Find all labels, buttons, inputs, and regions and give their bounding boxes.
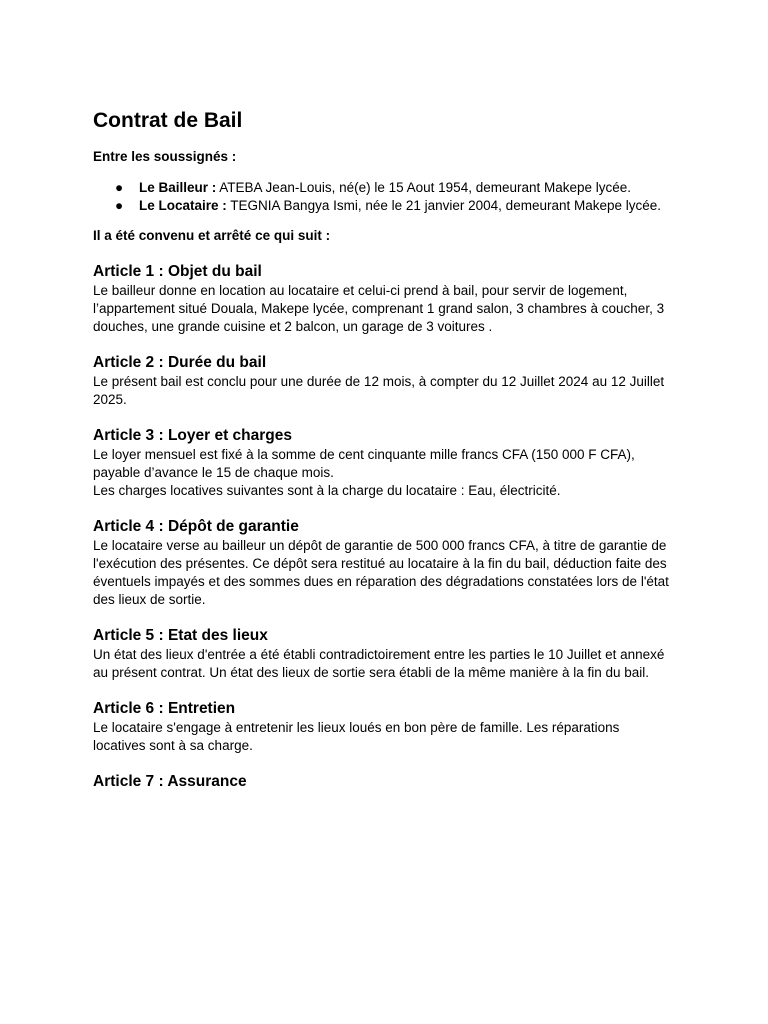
article-7 [93,772,675,792]
article-heading: Article 3 : Loyer et charges [93,427,292,444]
article-paragraph: Le présent bail est conclu pour une durée de 12 mois, à compter du 12 Juillet 2024 au 12 Juillet 2025. [93,374,665,407]
article-6 [93,699,675,755]
article-3 [93,426,675,500]
article-heading: Article 4 : Dépôt de garantie [93,518,299,535]
article-paragraph: Le loyer mensuel est fixé à la somme de cent cinquante mille francs CFA (150 000 F CFA), payable d’avance le 15 de chaque mois. [93,447,635,480]
party-tenant [93,197,675,215]
party-role: Le Bailleur : [139,180,217,195]
article-paragraph: Le bailleur donne en location au locataire et celui-ci prend à bail, pour servir de logement, l’appartement situé Douala, Makepe lycée, comprenant 1 grand salon, 3 chambres à coucher, 3 douches, une grande cuisine et 2 balcon, un garage de 3 voitures . [93,283,665,334]
article-heading: Article 5 : Etat des lieux [93,627,268,644]
parties-list [93,179,675,215]
contract-page [93,108,675,792]
party-details: ATEBA Jean-Louis, né(e) le 15 Aout 1954, demeurant Makepe lycée. [216,180,632,195]
document-title: Contrat de Bail [93,109,243,132]
bullet-icon: ● [115,198,124,213]
intro-text: Entre les soussignés : [93,149,237,164]
party-role: Le Locataire : [139,198,227,213]
article-heading: Article 2 : Durée du bail [93,354,267,371]
party-details: TEGNIA Bangya Ismi, née le 21 janvier 2004, demeurant Makepe lycée. [226,198,662,213]
article-5 [93,626,675,682]
article-paragraph: Les charges locatives suivantes sont à la charge du locataire : Eau, électricité. [93,483,561,498]
bullet-icon: ● [115,180,124,195]
article-heading: Article 7 : Assurance [93,773,247,790]
party-landlord [93,179,675,197]
article-heading: Article 6 : Entretien [93,700,236,717]
article-paragraph: Le locataire s'engage à entretenir les lieux loués en bon père de famille. Les réparations locatives sont à sa charge. [93,720,620,753]
article-1 [93,262,675,336]
article-paragraph: Un état des lieux d'entrée a été établi contradictoirement entre les parties le 10 Juillet et annexé au présent contrat. Un état des lieux de sortie sera établi de la même manière à la fin du bail. [93,647,665,680]
article-2 [93,353,675,409]
article-heading: Article 1 : Objet du bail [93,263,262,280]
agreement-text: Il a été convenu et arrêté ce qui suit : [93,228,331,243]
article-4 [93,517,675,609]
article-paragraph: Le locataire verse au bailleur un dépôt de garantie de 500 000 francs CFA, à titre de garantie de l'exécution des présentes. Ce dépôt sera restitué au locataire à la fin du bail, déduction faite des éventuels impayés et des sommes dues en réparation des dégradations constatées lors de l'état des lieux de sortie. [93,538,669,607]
